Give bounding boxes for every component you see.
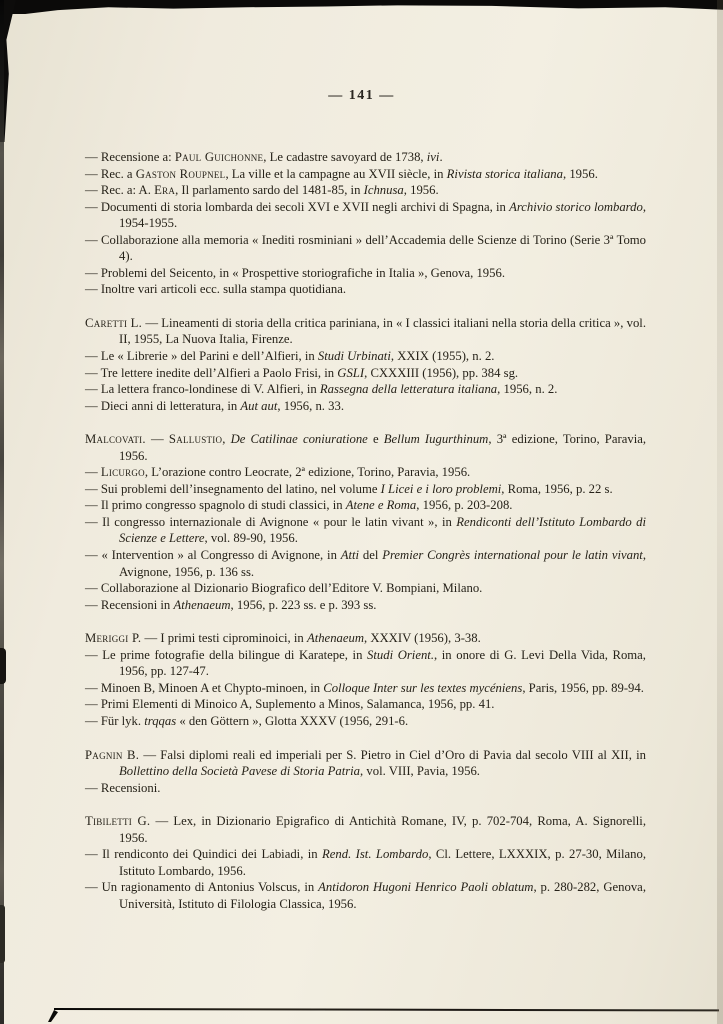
- work-title: Atene e Roma: [345, 498, 417, 513]
- entry-text: —: [145, 432, 169, 447]
- scan-artifact-top-edge: [0, 0, 723, 14]
- entry-text: , 1956, n. 33.: [277, 398, 344, 413]
- entry-text: — Sui problemi dell’insegnamento del latino, nel volume: [85, 481, 381, 496]
- entry-text: , CXXXIII (1956), pp. 384 sg.: [364, 365, 519, 380]
- bib-entry: [85, 497, 646, 514]
- bib-entry: [85, 680, 646, 697]
- work-title: trqqas: [144, 713, 177, 728]
- entry-text: , vol. 89-90, 1956.: [204, 531, 298, 546]
- bib-entry: [85, 547, 646, 580]
- entry-text: — Falsi diplomi reali ed imperiali per S. Pietro in Ciel d’Oro di Pavia dal secolo VIII al XII, in: [139, 747, 646, 762]
- entry-text: — Lineamenti di storia della critica pariniana, in « I classici italiani nella storia della critica », vol. II, 1955, La Nuova Italia, Firenze.: [119, 315, 646, 347]
- entry-text: , vol. VIII, Pavia, 1956.: [360, 764, 480, 779]
- entry-text: — Inoltre vari articoli ecc. sulla stampa quotidiana.: [85, 282, 347, 297]
- bib-entry: [85, 182, 646, 199]
- entry-text: , 1956, p. 223 ss. e p. 393 ss.: [230, 597, 377, 612]
- bib-entry: [85, 199, 646, 232]
- bib-entry: [85, 846, 646, 879]
- entry-text: — Un ragionamento di Antonius Volscus, in: [85, 880, 319, 895]
- entry-text: ,: [222, 432, 231, 447]
- work-title: Athenaeum: [173, 597, 231, 612]
- entry-text: del: [359, 548, 383, 563]
- entry-text: — Für lyk.: [85, 713, 145, 728]
- entry-text: , p. 280-282, Genova, Università, Istituto di Filologia Classica, 1956.: [119, 880, 646, 911]
- bib-entry: [85, 149, 646, 166]
- entry-text: — « Intervention » al Congresso di Avignone, in: [85, 548, 341, 563]
- entry-text: , 1956, n. 2.: [497, 382, 558, 397]
- entry-text: , Paris, 1956, pp. 89-94.: [522, 680, 644, 695]
- scan-artifact-right-edge: [717, 0, 723, 1024]
- entry-text: —: [85, 465, 101, 480]
- entry-text: — I primi testi ciprominoici, in: [141, 631, 307, 646]
- bib-entry: [85, 348, 646, 365]
- author-name: Meriggi P.: [85, 631, 142, 646]
- author-name: Sallustio: [168, 432, 223, 447]
- scan-artifact-top-left-wedge: [0, 0, 16, 142]
- scan-artifact-bottom-line: [54, 1008, 719, 1011]
- entry-text: , Avignone, 1956, p. 136 ss.: [119, 548, 646, 579]
- bib-entry: [85, 166, 646, 183]
- work-title: Rivista storica italiana: [446, 166, 563, 181]
- scan-artifact-left-edge: [0, 0, 4, 1024]
- entry-text: — Recensioni in: [85, 597, 174, 612]
- bib-entry: [85, 597, 646, 614]
- entry-text: — Primi Elementi di Minoico A, Suplemento a Minos, Salamanca, 1956, pp. 41.: [85, 697, 495, 712]
- work-title: Rend. Ist. Lombardo: [322, 847, 429, 862]
- work-title: Athenaeum: [306, 631, 365, 646]
- bib-section-caretti: [85, 315, 646, 414]
- entry-text: — Le « Librerie » del Parini e dell’Alfieri, in: [85, 349, 318, 364]
- entry-text: — Dieci anni di letteratura, in: [85, 398, 241, 413]
- entry-text: , in onore di G. Levi Della Vida, Roma, 1956, pp. 127-47.: [119, 647, 646, 679]
- bib-entry: [85, 381, 646, 398]
- entry-text: , Roma, 1956, p. 22 s.: [501, 481, 613, 496]
- entry-text: , 1956.: [562, 166, 598, 181]
- bib-entry: [85, 879, 646, 912]
- entry-text: , 1956, p. 203-208.: [416, 498, 513, 513]
- bib-entry: [85, 431, 646, 464]
- work-title: Premier Congrès international pour le latin vivant: [382, 548, 643, 563]
- work-title: Ichnusa: [363, 183, 404, 198]
- entry-text: — Tre lettere inedite dell’Alfieri a Paolo Frisi, in: [85, 365, 338, 380]
- entry-text: — Rec. a: A.: [85, 183, 155, 198]
- bib-entry: [85, 696, 646, 713]
- entry-text: , L’orazione contro Leocrate, 2ª edizione, Torino, Paravia, 1956.: [144, 465, 471, 480]
- bib-entry: [85, 232, 646, 265]
- work-title: Rendiconti dell’Istituto Lombardo di Scienze e Lettere: [119, 514, 647, 546]
- bib-entry: [85, 281, 646, 298]
- bib-entry: [85, 747, 646, 780]
- author-name: Licurgo: [100, 465, 145, 480]
- entry-text: e: [367, 432, 384, 447]
- work-title: Rassegna della letteratura italiana: [319, 382, 498, 397]
- entry-text: — Recensione a:: [85, 150, 175, 164]
- bib-entry: [85, 481, 646, 498]
- bibliography: [85, 149, 646, 929]
- entry-text: , Cl. Lettere, LXXXIX, p. 27-30, Milano, Istituto Lombardo, 1956.: [119, 847, 646, 878]
- bib-entry: [85, 398, 646, 415]
- scan-artifact-bottom-mark: [48, 1010, 58, 1022]
- bib-entry: [85, 647, 646, 680]
- work-title: Antidoron Hugoni Henrico Paoli oblatum: [318, 880, 534, 895]
- entry-text: — Recensioni.: [85, 780, 161, 795]
- author-name: Malcovati.: [85, 432, 146, 447]
- entry-text: — Collaborazione al Dizionario Biografico dell’Editore V. Bompiani, Milano.: [85, 581, 483, 596]
- work-title: Bellum Iugurthinum: [383, 432, 489, 447]
- author-name: Gaston Roupnel: [135, 166, 226, 181]
- bib-entry: [85, 464, 646, 481]
- entry-text: , XXIX (1955), n. 2.: [390, 349, 495, 364]
- entry-text: — Il primo congresso spagnolo di studi classici, in: [85, 498, 346, 513]
- entry-text: — Le prime fotografie della bilingue di Karatepe, in: [85, 647, 368, 662]
- bib-section-tibiletti: [85, 813, 646, 912]
- entry-text: , Le cadastre savoyard de 1738,: [263, 150, 427, 164]
- bib-entry: [85, 713, 646, 730]
- bib-section-continuation-without-heading: [85, 149, 646, 298]
- entry-text: — Minoen B, Minoen A et Chypto-minoen, in: [85, 680, 324, 695]
- bib-entry: [85, 365, 646, 382]
- entry-text: , 1954-1955.: [119, 199, 646, 231]
- work-title: Atti: [340, 548, 360, 563]
- author-name: Caretti L.: [85, 315, 143, 330]
- entry-text: , 3ª edizione, Torino, Paravia, 1956.: [119, 432, 647, 463]
- entry-text: « den Göttern », Glotta XXXV (1956, 291-6.: [176, 713, 409, 728]
- entry-text: — La lettera franco-londinese di V. Alfieri, in: [85, 382, 320, 397]
- work-title: Archivio storico lombardo: [509, 199, 643, 214]
- bib-entry: [85, 514, 646, 547]
- entry-text: — Il rendiconto dei Quindici dei Labiadi, in: [85, 847, 323, 862]
- author-name: Pagnin B.: [85, 747, 140, 762]
- entry-text: — Problemi del Seicento, in « Prospettive storiografiche in Italia », Genova, 1956.: [85, 265, 506, 280]
- bib-entry: [85, 315, 646, 348]
- work-title: Bollettino della Società Pavese di Storia Patria: [119, 764, 361, 779]
- entry-text: , XXXIV (1956), 3-38.: [364, 631, 481, 646]
- entry-text: — Collaborazione alla memoria « Inediti rosminiani » dell’Accademia delle Scienze di Torino (Serie 3ª Tomo 4).: [85, 232, 646, 264]
- entry-text: , 1956.: [403, 183, 439, 198]
- work-title: Studi Urbinati: [317, 349, 391, 364]
- bib-entry: [85, 813, 646, 846]
- entry-text: — Il congresso internazionale di Avignone « pour le latin vivant », in: [85, 514, 457, 529]
- bib-section-meriggi: [85, 630, 646, 729]
- work-title: Colloque Inter sur les textes mycéniens: [323, 680, 523, 695]
- entry-text: — Rec. a: [85, 166, 136, 181]
- author-name: Paul Guichonne: [174, 150, 264, 164]
- entry-text: .: [439, 150, 443, 164]
- scan-artifact-left-mark: [0, 648, 6, 684]
- author-name: Tibiletti G.: [85, 814, 151, 829]
- entry-text: , Il parlamento sardo del 1481-85, in: [175, 183, 364, 198]
- bib-entry: [85, 630, 646, 647]
- work-title: GSLI: [337, 365, 365, 380]
- work-title: ivi: [426, 150, 440, 164]
- bib-section-pagnin: [85, 747, 646, 797]
- bib-entry: [85, 580, 646, 597]
- page-number: — 141 —: [328, 88, 395, 103]
- author-name: Era: [154, 183, 176, 198]
- work-title: Studi Orient.: [367, 647, 434, 662]
- bib-entry: [85, 265, 646, 282]
- bib-section-malcovati: [85, 431, 646, 613]
- work-title: Aut aut: [240, 398, 278, 413]
- work-title: I Licei e i loro problemi: [380, 481, 502, 496]
- entry-text: , La ville et la campagne au XVII siècle, in: [225, 166, 447, 181]
- work-title: De Catilinae coniuratione: [230, 432, 368, 447]
- entry-text: — Lex, in Dizionario Epigrafico di Antichità Romane, IV, p. 702-704, Roma, A. Signorelli, 1956.: [119, 814, 647, 845]
- scan-artifact-left-mark: [0, 905, 5, 963]
- entry-text: — Documenti di storia lombarda dei secoli XVI e XVII negli archivi di Spagna, in: [85, 199, 510, 214]
- bib-entry: [85, 780, 646, 797]
